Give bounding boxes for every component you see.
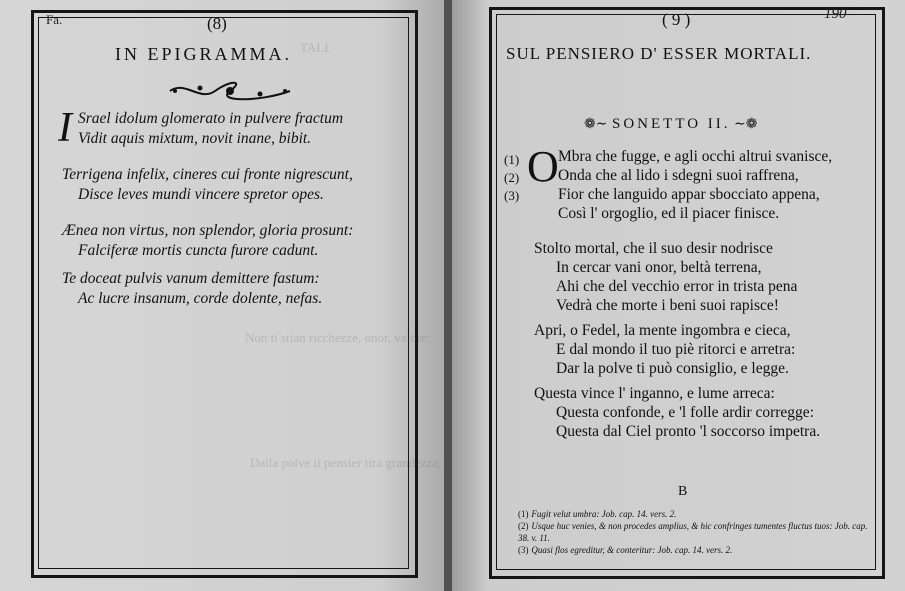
handwritten-number: 190: [824, 6, 847, 22]
verse-line: Ahi che del vecchio error in trista pena: [556, 278, 798, 295]
verse-line: Onda che al lido i sdegni suoi raffrena,: [558, 167, 799, 184]
verse-line: Questa vince l' inganno, e lume arreca:: [534, 385, 775, 402]
verse-line: Te doceat pulvis vanum demittere fastum:: [62, 270, 320, 287]
page-number: ( 9 ): [662, 10, 691, 29]
floral-ornament: [160, 80, 300, 102]
verse-line: Disce leves mundi vincere spretor opes.: [78, 186, 324, 203]
verse-line: Mbra che fugge, e agli occhi altrui svanisce,: [558, 148, 833, 165]
note-ref: (3): [504, 188, 520, 203]
footnote: (3) Quasi flos egreditur, & conteritur: Job. cap. 14. vers. 2.: [518, 545, 733, 555]
verse-line: Ac lucre insanum, corde dolente, nefas.: [78, 290, 323, 307]
footnote: (1) Fugit velut umbra: Job. cap. 14. vers. 2.: [518, 509, 677, 519]
verse-line: Falciferæ mortis cuncta furore cadunt.: [78, 242, 319, 259]
sonnet-heading: SONETTO II.: [612, 116, 731, 132]
verse-line: Srael idolum glomerato in pulvere fractum: [78, 110, 344, 127]
footnotes: [518, 509, 868, 557]
verse-line: Così l' orgoglio, ed il piacer finisce.: [558, 205, 780, 222]
verse-line: In cercar vani onor, beltà terrena,: [556, 259, 762, 276]
verse-line: Vidit aquis mixtum, novit inane, bibit.: [78, 130, 312, 147]
drop-cap: O: [527, 142, 559, 191]
footnote: (2) Usque huc venies, & non procedes amplius, & hic confringes tumentes fluctus tuos: Job. cap. 38. v. 11.: [518, 521, 868, 543]
verse-line: Fior che languido appar sbocciato appena,: [558, 186, 820, 203]
left-flourish-icon: ❁∼: [584, 116, 608, 132]
verse-line: Vedrà che morte i beni suoi rapisce!: [556, 297, 779, 314]
page-number: (8): [207, 14, 227, 33]
right-page: [452, 0, 905, 591]
note-ref: (1): [504, 152, 520, 167]
note-ref: (2): [504, 170, 520, 185]
right-flourish-icon: ∼❁: [734, 116, 758, 132]
page-title: SUL PENSIERO D' ESSER MORTALI.: [506, 44, 812, 63]
verse-line: Terrigena infelix, cineres cui fronte nigrescunt,: [62, 166, 353, 183]
verse-line: Questa dal Ciel pronto 'l soccorso impetra.: [556, 423, 821, 440]
page-title: IN EPIGRAMMA.: [115, 44, 293, 64]
verse-line: Apri, o Fedel, la mente ingombra e cieca,: [534, 322, 791, 339]
corner-mark: Fa.: [46, 12, 63, 27]
signature-mark: B: [678, 484, 688, 499]
left-page: Fa. (8) TALI. Non ti stian ricchezze, onor, valore: Dalla polve il pensier tira grandezza; IN EPIGRAMMA. I Srael idolum glomerato in pulvere fractum Vidit aquis mixtum, novit inane, bibit. Terrigena infelix, cineres cui fronte nigrescunt, Disce leves mundi vincere spretor opes. Ænea non virtus, non splendor, gloria prosunt: Falciferæ mortis cuncta furore cadunt. Te doceat pulvis vanum demittere fastum: Ac lucre insanum, corde dolente, nefas.: [0, 0, 447, 591]
verse-line: Dar la polve ti può consiglio, e legge.: [556, 360, 789, 377]
verse-line: Stolto mortal, che il suo desir nodrisce: [534, 240, 773, 257]
drop-cap: I: [58, 105, 72, 151]
verse-line: E dal mondo il tuo piè ritorci e arretra:: [556, 341, 796, 358]
verse-line: Ænea non virtus, non splendor, gloria prosunt:: [62, 222, 354, 239]
verse-line: Questa confonde, e 'l folle ardir corregge:: [556, 404, 814, 421]
